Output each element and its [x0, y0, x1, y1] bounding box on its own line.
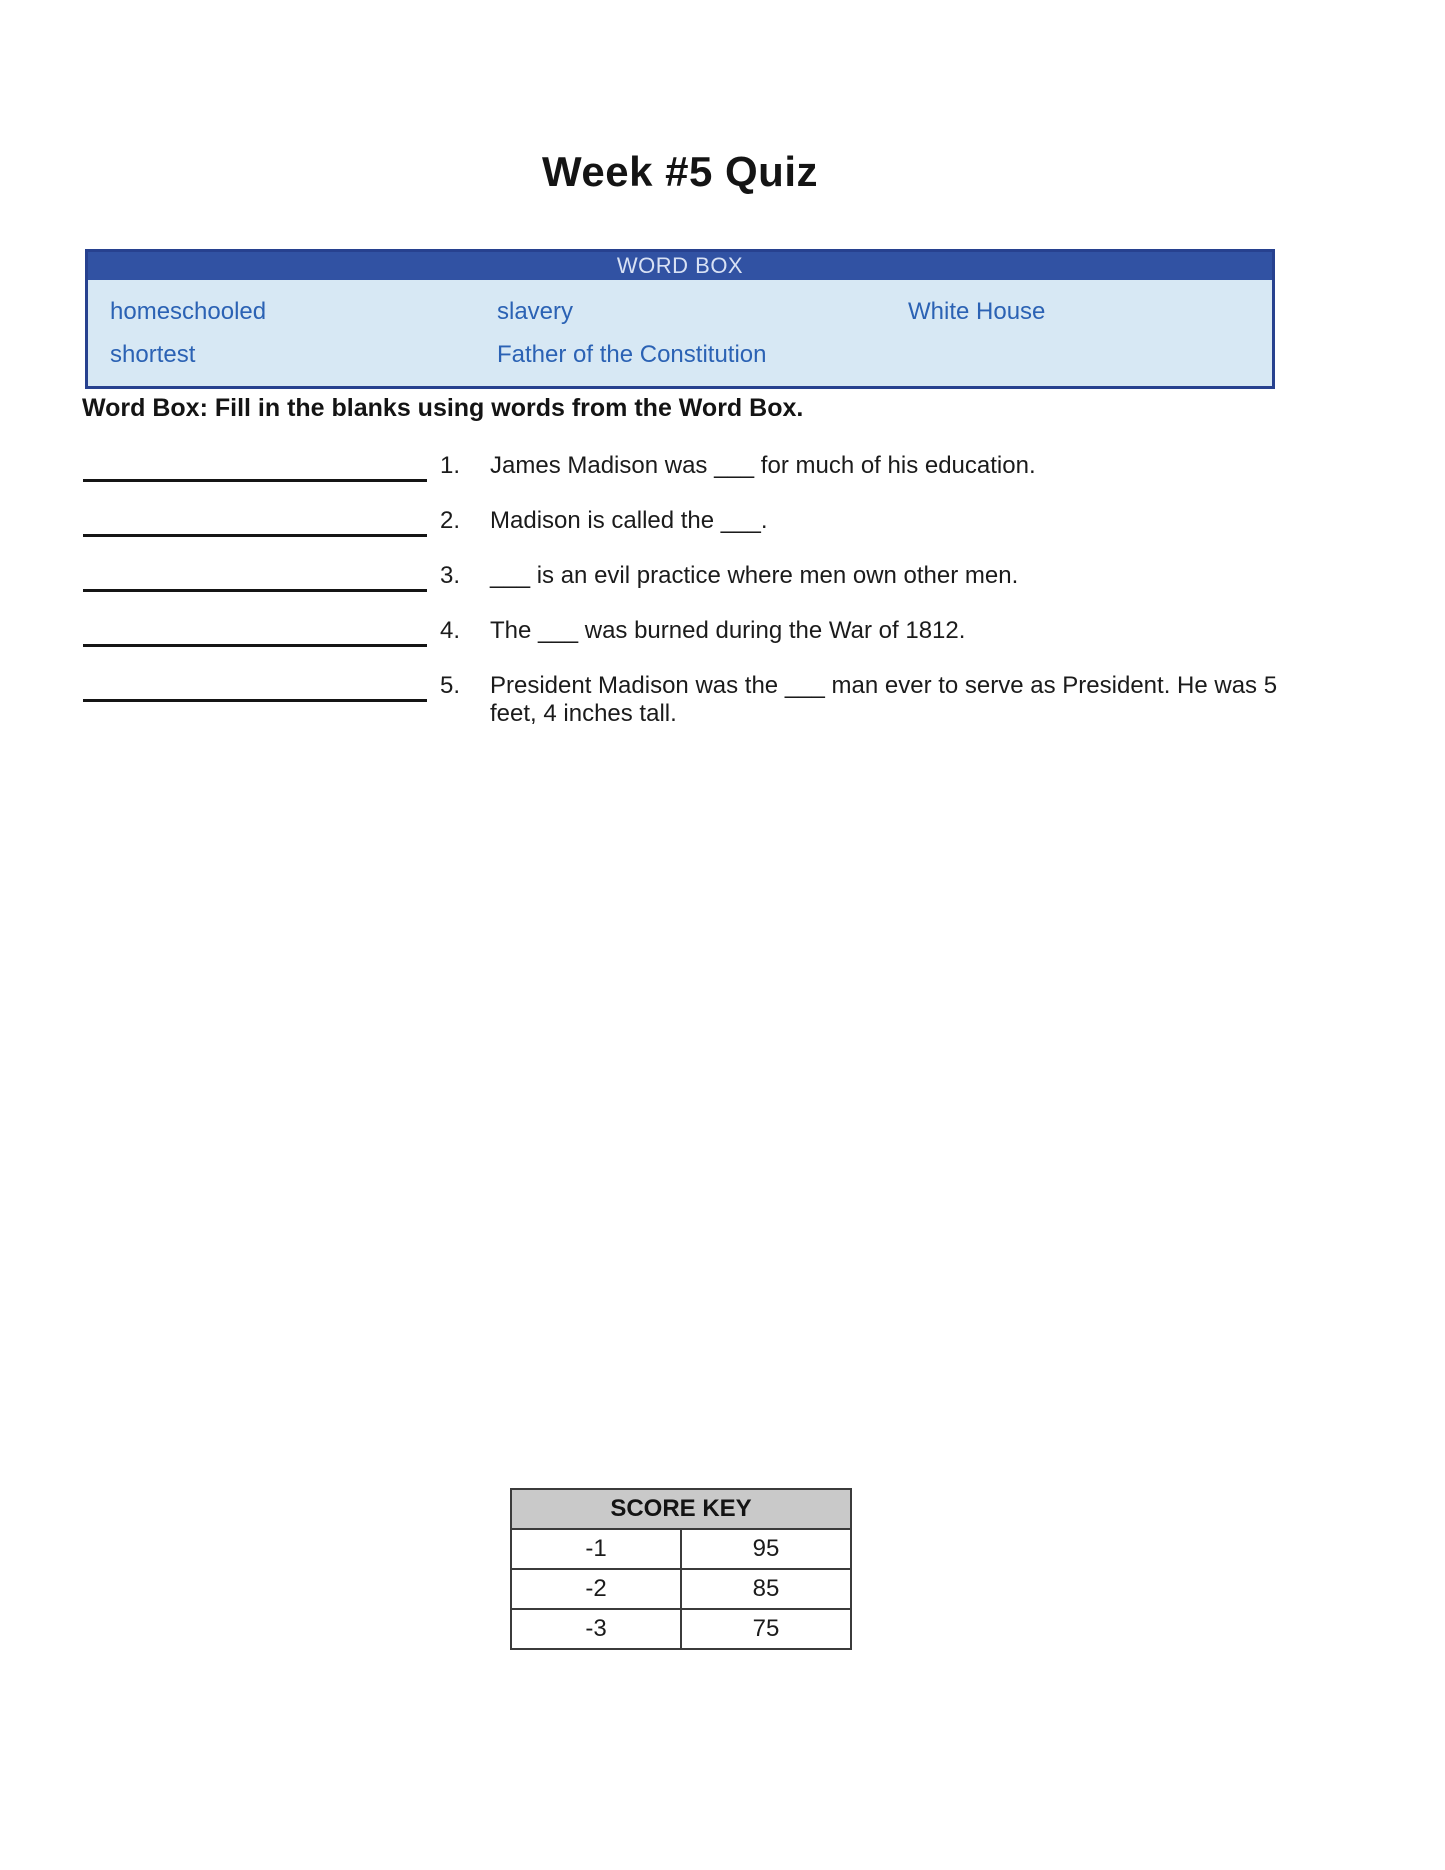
score-key-score: 95	[681, 1529, 851, 1569]
score-key-missed: -1	[511, 1529, 681, 1569]
score-key-score: 75	[681, 1609, 851, 1649]
question-row-2	[83, 507, 1353, 537]
question-list	[83, 452, 1353, 753]
question-row-1	[83, 452, 1353, 482]
question-number-3: 3.	[440, 562, 461, 589]
answer-blank-5[interactable]	[83, 672, 427, 702]
question-text-4: The ___ was burned during the War of 1812.	[490, 617, 966, 644]
page-title: Week #5 Quiz	[541, 148, 818, 195]
question-text-5: President Madison was the ___ man ever to serve as President. He was 5 feet, 4 inches tall.	[490, 672, 1278, 727]
question-text-3: ___ is an evil practice where men own other men.	[490, 562, 1019, 589]
instructions-text: Word Box: Fill in the blanks using words from the Word Box.	[82, 394, 804, 422]
score-key-score: 85	[681, 1569, 851, 1609]
question-number-2: 2.	[440, 507, 461, 534]
word-box-header: WORD BOX	[88, 252, 1272, 280]
answer-blank-4[interactable]	[83, 617, 427, 647]
score-key-row	[511, 1569, 851, 1609]
score-key-header-row	[511, 1489, 851, 1529]
score-key-title: SCORE KEY	[511, 1489, 851, 1529]
answer-blank-3[interactable]	[83, 562, 427, 592]
answer-blank-2[interactable]	[83, 507, 427, 537]
word-box-word	[908, 337, 1272, 380]
score-key-row	[511, 1529, 851, 1569]
word-box-word: White House	[908, 298, 1046, 325]
word-box-word: Father of the Constitution	[497, 341, 767, 368]
answer-blank-1[interactable]	[83, 452, 427, 482]
question-row-5	[83, 672, 1353, 728]
score-key-missed: -2	[511, 1569, 681, 1609]
question-number-5: 5.	[440, 672, 461, 699]
question-text-2: Madison is called the ___.	[490, 507, 768, 534]
score-key-missed: -3	[511, 1609, 681, 1649]
word-box-word: slavery	[497, 298, 574, 325]
word-box-body	[88, 280, 1272, 386]
question-row-3	[83, 562, 1353, 592]
question-number-1: 1.	[440, 452, 461, 479]
score-key-row	[511, 1609, 851, 1649]
score-key-table	[510, 1488, 852, 1650]
word-box-word: homeschooled	[110, 298, 267, 325]
question-number-4: 4.	[440, 617, 461, 644]
question-text-1: James Madison was ___ for much of his education.	[490, 452, 1036, 479]
word-box	[85, 249, 1275, 389]
question-row-4	[83, 617, 1353, 647]
word-box-word: shortest	[110, 341, 196, 368]
